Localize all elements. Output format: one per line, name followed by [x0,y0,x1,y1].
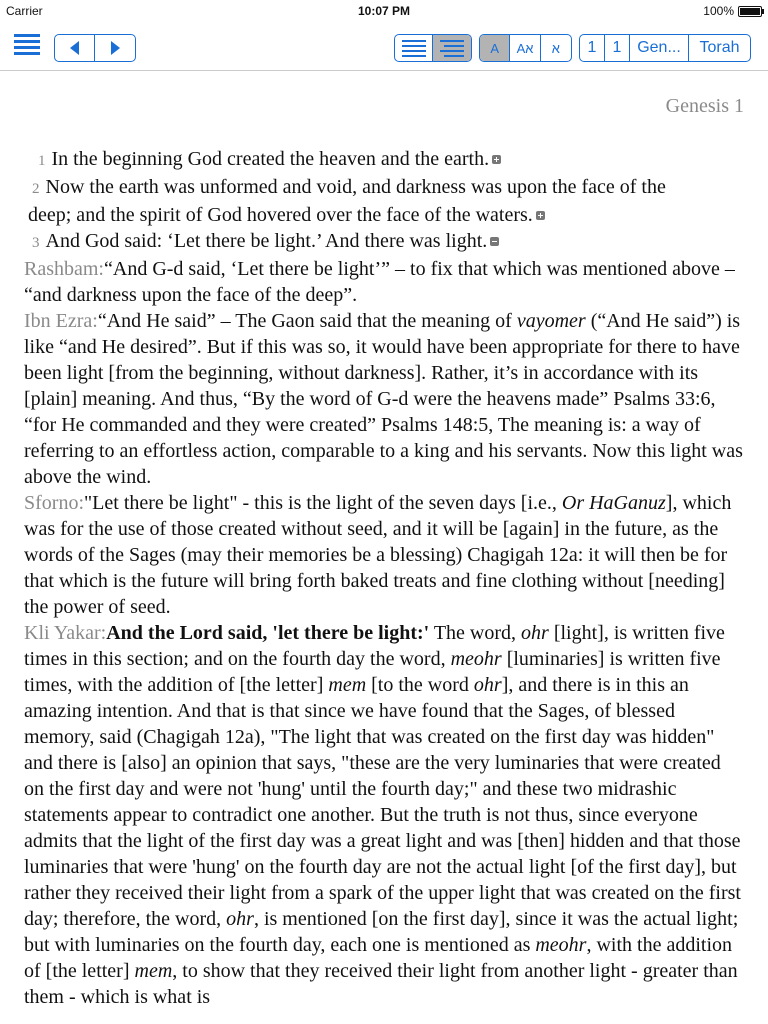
commentary-italic: vayomer [516,310,586,332]
battery-percent: 100% [703,4,734,18]
english-button[interactable]: A [480,35,510,61]
verse-text: deep; and the spirit of God hovered over the face of the waters. [28,204,533,226]
commentary-text: [luminaries] is written five times, with the addition of [the letter] [24,648,721,696]
commentary-italic: mem [328,674,367,696]
carrier-label: Carrier [6,4,43,18]
commentator-name: Sforno: [24,492,84,514]
commentary-text: "Let there be light" - this is the light of the seven days [i.e., [84,492,562,514]
justify-lines-icon [402,39,426,57]
commentary-rashbam [24,256,744,308]
commentary-text: [to the word [366,674,474,696]
commentary-italic: ohr [473,674,502,696]
chevron-left-icon [70,41,79,55]
right-align-lines-icon [440,39,464,57]
commentary-text: ], and there is in this an amazing intention. And that is that since we have found that the Sages, of blessed memory, said (Chagigah 12a), "The light that was created on the first day was hidden" and there is [also] an opinion that says, "these are the very luminaries that were created on the first day and were not 'hung' until the fourth day;" and these two midrashic statements appear to contradict one another. But the truth is not thus, since everyone admits that the light of the first day was a great light and was [then] hidden and that those luminaries that were 'hung' on the fourth day are not the actual light [of the first day], but rather they received their light from a spark of the upper light that was created on the first day; therefore, the word, [24,674,741,930]
commentary-ibn-ezra [24,308,744,490]
language-toggle [479,34,572,62]
justify-layout-button[interactable] [395,35,433,61]
verse-number: 1 [38,153,46,169]
chapter-heading: Genesis 1 [665,95,744,117]
chevron-right-icon [111,41,120,55]
expand-icon[interactable] [492,155,501,164]
bilingual-button[interactable]: Aא [510,35,540,61]
book-selector[interactable]: Gen... [630,35,689,61]
commentator-name: Ibn Ezra: [24,310,98,332]
commentary-text: “And G-d said, ‘Let there be light’” – to fix that which was mentioned above – “and darkness upon the face of the deep”. [24,258,735,306]
collection-selector[interactable]: Torah [699,39,740,56]
commentary-kli-yakar [24,620,744,1010]
commentary-text: “And He said” – The Gaon said that the meaning of [97,310,517,332]
hebrew-button[interactable]: א [551,40,560,56]
layout-toggle [394,34,472,62]
text-content [24,146,744,1010]
commentary-text: , is mentioned [on the first day], since it was the actual light; but with luminaries on the fourth day, each one is mentioned as [24,908,739,956]
commentary-italic: ohr [521,622,549,644]
verse-number: 2 [32,181,40,197]
verse[interactable] [24,228,744,256]
status-bar [0,0,768,22]
commentator-name: Kli Yakar: [24,622,107,644]
verse[interactable] [24,146,744,174]
chapter-selector[interactable]: 1 [605,35,630,61]
table-of-contents-icon[interactable] [14,34,40,56]
right-align-layout-button[interactable] [433,35,471,61]
commentary-italic: meohr [450,648,502,670]
battery-indicator [703,4,762,18]
commentary-italic: ohr [226,908,254,930]
commentary-italic: Or HaGanuz [561,492,666,514]
verse-continuation[interactable] [24,202,744,228]
verse-text: In the beginning God created the heaven and the earth. [51,148,490,170]
commentary-text: , to show that they received their light from another light - greater than them - which is what is [24,960,738,1008]
collapse-icon[interactable] [490,237,499,246]
commentator-name: Rashbam: [24,258,104,280]
commentary-sforno [24,490,744,620]
commentary-italic: meohr [535,934,587,956]
verse-navigation [54,34,136,62]
commentary-text: (“And He said”) is like “and He desired”. But if this was so, it would have been appropriate for there to have been light [from the beginning, without darkness]. Rather, it’s in accordance with its [plain] meaning. And thus, “By the word of G-d were the heavens made” Psalms 33:6, “for He commanded and they were created” Psalms 148:5, The meaning is: a way of referring to an effortless action, comparable to a king and his servants. Now this light was above the wind. [24,310,743,488]
commentary-text: The word, [429,622,522,644]
location-selector [579,34,751,62]
battery-icon [738,6,762,17]
commentary-text: [light], is written five times in this section; and on the fourth day the word, [24,622,725,670]
verse-text: And God said: ‘Let there be light.’ And there was light. [45,230,488,252]
commentary-text: ], which was for the use of those created without seed, and it will be [again] in the future, as the words of the Sages (may their memories be a blessing) Chagigah 12a: it will then be for that which is the future will bring forth baked treats and fine clothing without [needing] the power of seed. [24,492,732,618]
next-button[interactable] [95,35,135,61]
verse-selector[interactable]: 1 [580,35,605,61]
previous-button[interactable] [55,35,95,61]
commentary-lemma: And the Lord said, 'let there be light:' [106,622,430,644]
commentary-italic: mem [134,960,173,982]
verse-number: 3 [32,235,40,251]
verse-text: Now the earth was unformed and void, and darkness was upon the face of the [45,176,666,198]
toolbar [0,22,768,71]
clock: 10:07 PM [357,4,411,18]
commentary-text: , with the addition of [the letter] [24,934,733,982]
verse[interactable] [24,174,744,202]
expand-icon[interactable] [536,211,545,220]
